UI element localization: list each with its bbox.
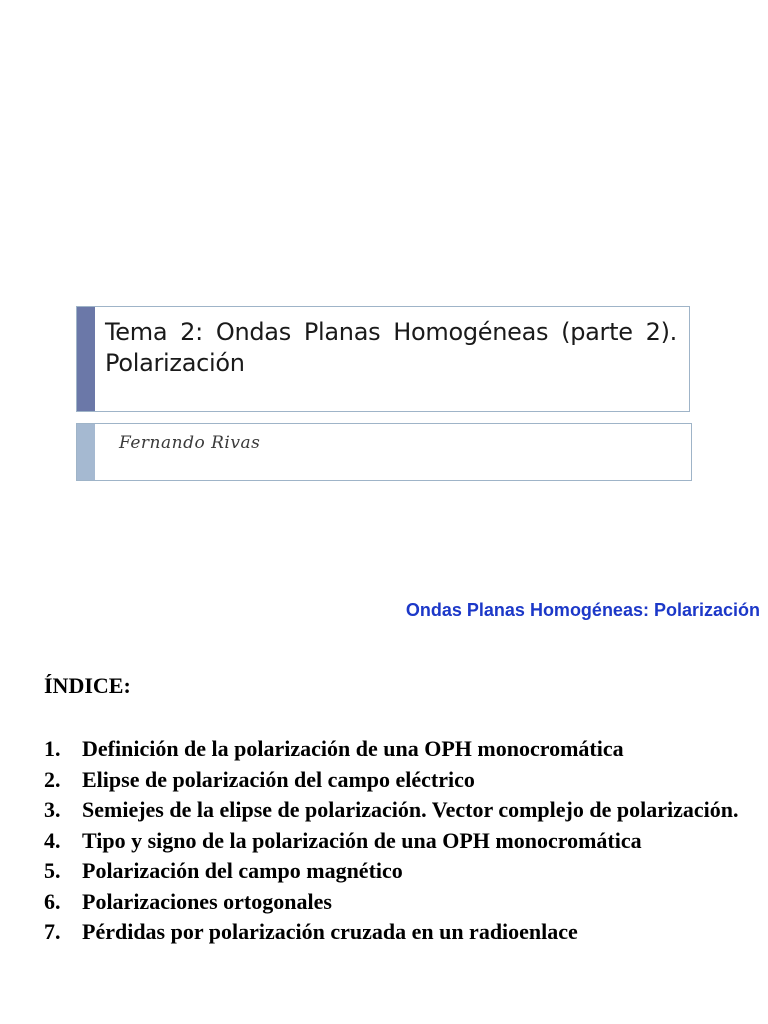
index-item-number: 6.	[44, 888, 61, 914]
index-item-text: Pérdidas por polarización cruzada en un radioenlace	[82, 919, 578, 944]
index-item-text: Definición de la polarización de una OPH monocromática	[82, 736, 624, 761]
index-item	[44, 856, 744, 887]
index-list	[44, 734, 744, 948]
slide-header: Ondas Planas Homogéneas: Polarización	[405, 600, 760, 620]
index-item-number: 7.	[44, 919, 61, 944]
index-item-number: 2.	[44, 766, 61, 792]
index-item	[44, 734, 744, 765]
index-item-number: 4.	[44, 827, 61, 853]
index-item-text: Tipo y signo de la polarización de una OPH monocromática	[82, 827, 642, 853]
index-item	[44, 826, 744, 857]
index-item-text: Elipse de polarización del campo eléctrico	[82, 766, 475, 792]
index-item	[44, 917, 744, 948]
author-accent-bar	[77, 424, 95, 480]
index-item	[44, 765, 744, 796]
author-name: Fernando Rivas	[119, 433, 261, 453]
index-item-text: Polarización del campo magnético	[82, 858, 403, 883]
title-accent-bar	[77, 307, 95, 411]
index-item	[44, 795, 744, 826]
index-item	[44, 887, 744, 918]
index-item-text: Polarizaciones ortogonales	[82, 888, 332, 914]
title-box	[76, 306, 690, 412]
index-item-text: Semiejes de la elipse de polarización. Vector complejo de polarización.	[82, 797, 739, 822]
author-box	[76, 423, 692, 481]
index-heading: ÍNDICE:	[44, 673, 131, 698]
index-item-number: 3.	[44, 797, 61, 822]
index-item-number: 1.	[44, 736, 61, 761]
slide-title: Tema 2: Ondas Planas Homogéneas (parte 2). Polarización	[105, 318, 677, 377]
index-item-number: 5.	[44, 858, 61, 883]
